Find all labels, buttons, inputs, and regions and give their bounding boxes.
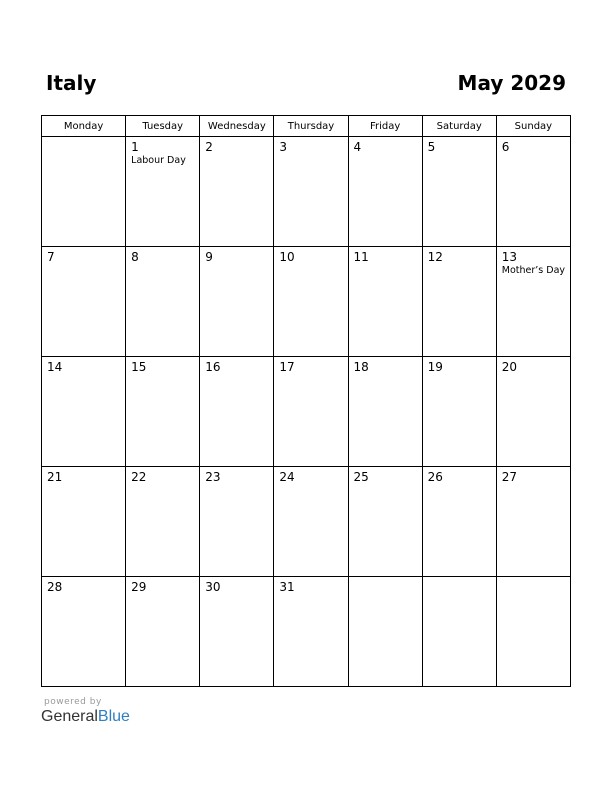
day-number: 23 (205, 470, 221, 484)
weekday-friday: Friday (348, 116, 422, 137)
day-cell (126, 577, 200, 687)
day-cell (274, 247, 348, 357)
day-cell (496, 247, 570, 357)
week-row (42, 577, 571, 687)
day-number: 20 (501, 360, 518, 374)
weekday-saturday: Saturday (422, 116, 496, 137)
day-number: 31 (279, 580, 295, 594)
week-row (42, 137, 571, 247)
day-cell (496, 467, 570, 577)
holiday-label: Mother’s Day (501, 265, 566, 276)
day-cell (274, 467, 348, 577)
day-cell (422, 577, 496, 687)
day-number: 15 (131, 360, 147, 374)
day-number (497, 577, 570, 580)
day-cell (42, 467, 126, 577)
day-number: 9 (205, 250, 213, 264)
day-number: 28 (47, 580, 63, 594)
day-cell (422, 467, 496, 577)
day-cell (348, 137, 422, 247)
day-number: 18 (353, 360, 369, 374)
day-cell (274, 137, 348, 247)
day-number: 6 (501, 140, 510, 154)
calendar-grid (41, 115, 571, 687)
day-number: 11 (353, 250, 369, 264)
day-number: 25 (353, 470, 369, 484)
day-cell (42, 247, 126, 357)
day-cell (42, 577, 126, 687)
weekday-tuesday: Tuesday (126, 116, 200, 137)
brand-general-text: General (41, 708, 98, 725)
day-number: 13 (501, 250, 518, 264)
holiday-label: Labour Day (131, 155, 186, 166)
day-number: 16 (205, 360, 221, 374)
day-number: 10 (279, 250, 295, 264)
day-number: 4 (353, 140, 362, 154)
day-number: 26 (427, 470, 443, 484)
day-number: 3 (279, 140, 288, 154)
day-cell (496, 137, 570, 247)
day-number: 14 (47, 360, 63, 374)
generalblue-logo[interactable] (41, 708, 130, 726)
day-number: 2 (205, 140, 213, 154)
day-number (423, 577, 496, 580)
day-number (349, 577, 422, 580)
week-row (42, 357, 571, 467)
day-number: 19 (427, 360, 443, 374)
day-cell (126, 467, 200, 577)
day-number: 17 (279, 360, 295, 374)
day-number: 1 (131, 140, 139, 154)
powered-by-text: powered by (44, 697, 102, 707)
month-year-title: May 2029 (457, 71, 566, 95)
day-cell (348, 247, 422, 357)
country-title: Italy (46, 71, 97, 95)
weekday-header-row (42, 116, 571, 137)
day-cell (200, 577, 274, 687)
day-cell (200, 467, 274, 577)
day-number (42, 137, 125, 140)
day-cell (42, 137, 126, 247)
day-cell (274, 577, 348, 687)
day-cell (496, 577, 570, 687)
weekday-wednesday: Wednesday (200, 116, 274, 137)
day-number: 7 (47, 250, 55, 264)
weekday-sunday: Sunday (496, 116, 570, 137)
day-cell (348, 467, 422, 577)
day-number: 12 (427, 250, 443, 264)
day-cell (126, 247, 200, 357)
week-row (42, 467, 571, 577)
day-number: 8 (131, 250, 139, 264)
day-cell (274, 357, 348, 467)
day-cell (200, 247, 274, 357)
day-number: 22 (131, 470, 147, 484)
day-cell (348, 357, 422, 467)
day-cell (200, 357, 274, 467)
weekday-monday: Monday (42, 116, 126, 137)
day-cell (422, 137, 496, 247)
week-row (42, 247, 571, 357)
day-number: 27 (501, 470, 518, 484)
day-cell (496, 357, 570, 467)
weekday-thursday: Thursday (274, 116, 348, 137)
day-cell (126, 137, 200, 247)
day-number: 30 (205, 580, 221, 594)
day-cell (422, 247, 496, 357)
day-number: 24 (279, 470, 295, 484)
brand-blue-text: Blue (97, 708, 130, 725)
day-cell (126, 357, 200, 467)
day-cell (348, 577, 422, 687)
day-cell (200, 137, 274, 247)
day-number: 5 (427, 140, 436, 154)
day-cell (422, 357, 496, 467)
day-cell (42, 357, 126, 467)
day-number: 29 (131, 580, 147, 594)
day-number: 21 (47, 470, 63, 484)
